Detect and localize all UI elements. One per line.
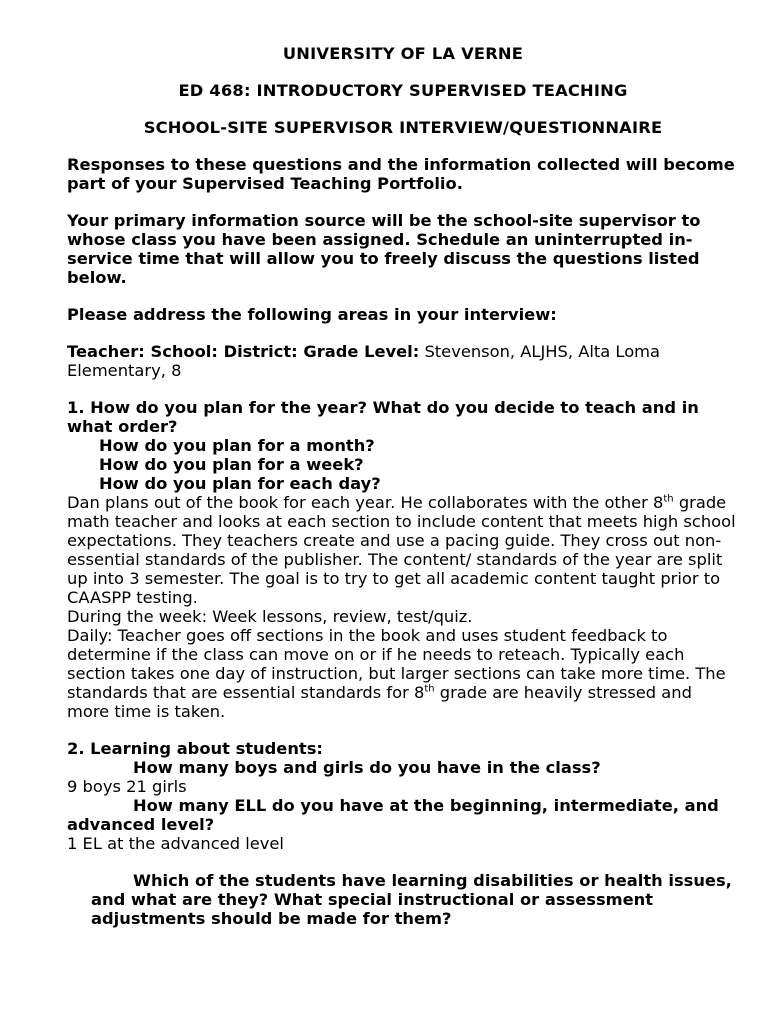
question-2-sub-disabilities: Which of the students have learning disabilities or health issues, and what are they? What special instructional or assessment adjustments should be made for them? (91, 871, 732, 928)
question-2-sub-ell: How many ELL do you have at the beginning, intermediate, and advanced level? (67, 796, 719, 834)
answer-1-daily-text: Daily: Teacher goes off sections in the book and uses student feedback to determine if the class can move on or if he needs to reteach. Typically each section takes one day of instruction, but larger sections can take more time. The standards that are essential standards for 8 (67, 626, 726, 702)
question-1-sub-day: How do you plan for each day? (99, 474, 381, 493)
question-2-sub-boys-girls: How many boys and girls do you have in the class? (133, 758, 601, 777)
teacher-info-value: Stevenson, ALJHS, Alta Loma Elementary, 8 (67, 342, 660, 380)
answer-1-daily (67, 626, 739, 721)
university-title: UNIVERSITY OF LA VERNE (282, 44, 524, 63)
answer-1-week: During the week: Week lessons, review, test/quiz. (67, 607, 473, 626)
intro-paragraph-3: Please address the following areas in your interview: (67, 305, 557, 324)
answer-2-boys-girls: 9 boys 21 girls (67, 777, 187, 796)
question-1-sub-week: How do you plan for a week? (99, 455, 364, 474)
intro-paragraph-1: Responses to these questions and the information collected will become part of your Supervised Teaching Portfolio. (67, 155, 735, 193)
teacher-info (67, 342, 739, 380)
answer-1-year-sup: th (663, 493, 674, 505)
teacher-info-label: Teacher: School: District: Grade Level: (67, 342, 420, 361)
question-1-sub-month: How do you plan for a month? (99, 436, 375, 455)
answer-1-year (67, 493, 739, 607)
form-title: SCHOOL-SITE SUPERVISOR INTERVIEW/QUESTIONNAIRE (143, 118, 663, 137)
question-1: 1. How do you plan for the year? What do you decide to teach and in what order? (67, 398, 699, 436)
intro-paragraph-2: Your primary information source will be the school-site supervisor to whose class you have been assigned. Schedule an uninterrupted in-service time that will allow you to freely discuss the questions listed below. (67, 211, 701, 287)
course-title: ED 468: INTRODUCTORY SUPERVISED TEACHING (178, 81, 628, 100)
answer-1-year-text: Dan plans out of the book for each year. He collaborates with the other 8 (67, 493, 664, 512)
document-page (67, 44, 739, 928)
answer-2-ell: 1 EL at the advanced level (67, 834, 284, 853)
answer-1-daily-text-cont: grade are heavily stressed and more time is taken. (67, 683, 692, 721)
question-2: 2. Learning about students: (67, 739, 323, 758)
answer-1-year-text-cont: grade math teacher and looks at each section to include content that meets high school expectations. They teachers create and use a pacing guide. They cross out non-essential standards of the publisher. The content/ standards of the year are split up into 3 semester. The goal is to try to get all academic content taught prior to CAASPP testing. (67, 493, 736, 607)
answer-1-daily-sup: th (424, 683, 435, 695)
